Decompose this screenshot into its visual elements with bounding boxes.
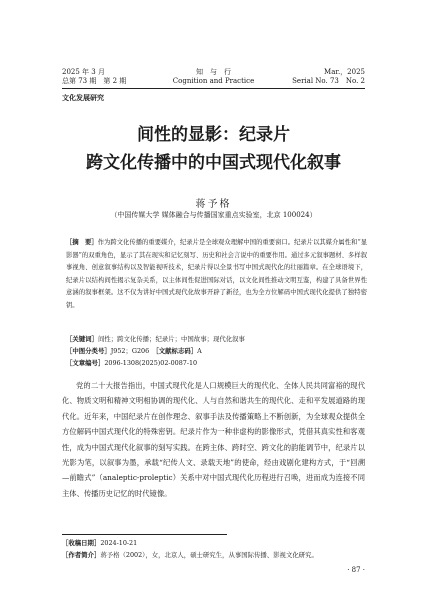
keywords: ［关键词］间性；跨文化传播；纪录片；中国故事；现代化叙事 xyxy=(66,335,245,343)
abstract-tag: ［摘 要］ xyxy=(66,239,98,246)
classification: ［中图分类号］J952；G206 ［文献标志码］A xyxy=(66,347,202,355)
header-rule xyxy=(62,88,365,89)
abstract xyxy=(66,237,367,312)
header-center: 知 与 行 Cognition and Practice xyxy=(172,68,255,85)
abstract-text: 作为跨文化传播的重要媒介，纪录片是全球观众理解中国的重要窗口。纪录片以其媒介属性和“显影器”的双重角色，显示了其在现实和记忆刻写、历史和社会言说中的重要作用。通过多元叙事题材、多样叙事视角、创意叙事结构以及智能视听技术，纪录片得以全景书写中国式现代化的壮丽篇章。在全球语境下，纪录片以结构间性揭示复杂关系，以主体间性促进国际对话，以文化间性推动文明互鉴，构建了具备世界性意涵的叙事框架。这不仅为讲好中国式现代化故事开辟了新径，也为全方位解码中国式现代化提供了独特密钥。 xyxy=(66,239,367,309)
title-line-2: 跨文化传播中的中国式现代化叙事 xyxy=(86,153,341,173)
header-left: 2025 年 3 月 总第 73 期 第 2 期 xyxy=(62,68,127,85)
author-name: 蒋予格 xyxy=(195,199,232,210)
section-label: 文化发展研究 xyxy=(62,93,104,102)
page-number: · 87 · xyxy=(347,566,365,574)
header-right: Mar.，2025 Serial No. 73 No. 2 xyxy=(292,68,365,85)
body-paragraph: 党的二十大报告指出，中国式现代化是人口规模巨大的现代化、全体人民共同富裕的现代化、物质文明和精神文明相协调的现代化、人与自然和谐共生的现代化、走和平发展道路的现代化。近年来，中国纪录片在创作理念、叙事手法及传播策略上不断创新，为全球观众提供全方位解码中国式现代化的特殊密钥。纪录片作为一种非虚构的影像形式，凭借其真实性和客观性，成为中国式现代化叙事的刻写实践。在跨主体、跨时空、跨文化的韵能调节中，纪录片以光影为笔，以叙事为墨，承载“纪传人文、录载天地”的使命，经由戏剧化建构方式，于“回溯—前瞻式”（analeptic-proleptic）关系中对中国式现代化历程进行召唤，进而成为连接不同主体、传播历史记忆的时代镜像。 xyxy=(62,381,365,498)
article-id: ［文章编号］2096-1308(2025)02-0087-10 xyxy=(66,359,198,367)
author-bio: ［作者简介］蒋予格（2002），女，北京人，硕士研究生，从事国际传播、影视文化研究。 xyxy=(62,551,318,559)
author-affiliation: （中国传媒大学 媒体融合与传播国家重点实验室，北京 100024） xyxy=(110,211,317,219)
footnote-rule xyxy=(62,534,227,535)
title-line-1: 间性的显影：纪录片 xyxy=(137,125,290,145)
received-date: ［收稿日期］2024-10-21 xyxy=(62,539,138,547)
